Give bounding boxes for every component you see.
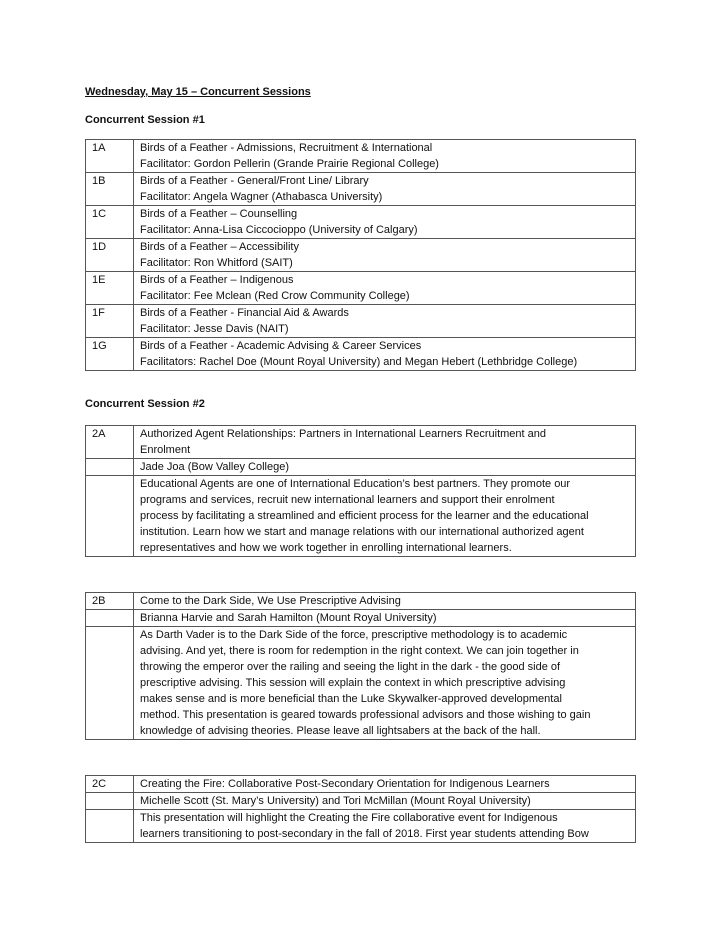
session-row: [86, 338, 636, 371]
spacer: [85, 557, 636, 581]
session-topic-line: Creating the Fire: Collaborative Post-Secondary Orientation for Indigenous Learners: [140, 778, 550, 790]
session-topic: Birds of a Feather – Indigenous: [140, 274, 294, 286]
session-details: [134, 206, 636, 239]
session-topic-line: Enrolment: [140, 444, 191, 456]
session-description: [134, 627, 636, 740]
session-row: [86, 206, 636, 239]
session-title-row: [86, 593, 636, 610]
session-details: [134, 272, 636, 305]
session-code: 2C: [86, 776, 134, 793]
session-topic: Birds of a Feather – Accessibility: [140, 241, 299, 253]
session-code: 1E: [86, 272, 134, 305]
session-description-row: [86, 810, 636, 843]
session-code: 1D: [86, 239, 134, 272]
description-line: Educational Agents are one of International Education’s best partners. They promote our: [140, 478, 571, 490]
spacer: [85, 740, 636, 764]
empty-cell: [86, 476, 134, 557]
description-line: This presentation will highlight the Creating the Fire collaborative event for Indigenous: [140, 812, 558, 824]
description-line: learners transitioning to post-secondary in the fall of 2018. First year students attending Bow: [140, 828, 589, 840]
session-description-row: [86, 627, 636, 740]
session-description: [134, 810, 636, 843]
description-line: makes sense and is more beneficial than the Luke Skywalker-approved developmental: [140, 693, 562, 705]
session-topic: [134, 593, 636, 610]
session-presenter-row: [86, 459, 636, 476]
session-row: [86, 305, 636, 338]
session-facilitator: Facilitator: Gordon Pellerin (Grande Prairie Regional College): [140, 158, 439, 170]
session-code: 1F: [86, 305, 134, 338]
empty-cell: [86, 793, 134, 810]
session-topic: [134, 426, 636, 459]
session-table: [85, 592, 636, 740]
session-details: [134, 239, 636, 272]
session-topic: Birds of a Feather - Admissions, Recruitment & International: [140, 142, 433, 154]
session-details: [134, 140, 636, 173]
session-presenter: Michelle Scott (St. Mary’s University) and Tori McMillan (Mount Royal University): [134, 793, 636, 810]
session-table: [85, 775, 636, 843]
session-facilitator: Facilitator: Fee Mclean (Red Crow Community College): [140, 290, 410, 302]
session-topic-line: Authorized Agent Relationships: Partners in International Learners Recruitment and: [140, 428, 547, 440]
description-line: knowledge of advising theories. Please leave all lightsabers at the back of the hall.: [140, 725, 541, 737]
session-presenter-row: [86, 793, 636, 810]
session-facilitator: Facilitator: Anna-Lisa Ciccocioppo (University of Calgary): [140, 224, 418, 236]
session-topic: Birds of a Feather - Academic Advising & Career Services: [140, 340, 422, 352]
session-code: 1C: [86, 206, 134, 239]
session-description-row: [86, 476, 636, 557]
session-1-title: Concurrent Session #1: [85, 114, 205, 126]
description-line: method. This presentation is geared towards professional advisors and those wishing to gain: [140, 709, 591, 721]
session-details: [134, 173, 636, 206]
session-2-title: Concurrent Session #2: [85, 398, 205, 410]
session-description: [134, 476, 636, 557]
session-presenter: Jade Joa (Bow Valley College): [134, 459, 636, 476]
session-topic: Birds of a Feather - General/Front Line/ Library: [140, 175, 369, 187]
session-title-row: [86, 426, 636, 459]
session-facilitator: Facilitator: Angela Wagner (Athabasca University): [140, 191, 383, 203]
session-1-table: [85, 139, 636, 371]
session-code: 2B: [86, 593, 134, 610]
session-topic: [134, 776, 636, 793]
description-line: programs and services, recruit new international learners and support their enrolment: [140, 494, 555, 506]
empty-cell: [86, 810, 134, 843]
session-title-row: [86, 776, 636, 793]
session-details: [134, 305, 636, 338]
page-heading: Wednesday, May 15 – Concurrent Sessions: [85, 86, 311, 98]
session-presenter-row: [86, 610, 636, 627]
session-table: [85, 425, 636, 557]
session-row: [86, 173, 636, 206]
description-line: As Darth Vader is to the Dark Side of the force, prescriptive methodology is to academic: [140, 629, 568, 641]
session-presenter: Brianna Harvie and Sarah Hamilton (Mount Royal University): [134, 610, 636, 627]
session-row: [86, 272, 636, 305]
session-facilitator: Facilitator: Jesse Davis (NAIT): [140, 323, 289, 335]
session-topic: Birds of a Feather - Financial Aid & Awards: [140, 307, 349, 319]
description-line: prescriptive advising. This session will explain the context in which prescriptive advising: [140, 677, 566, 689]
empty-cell: [86, 610, 134, 627]
session-code: 1G: [86, 338, 134, 371]
session-topic-line: Come to the Dark Side, We Use Prescriptive Advising: [140, 595, 401, 607]
session-row: [86, 239, 636, 272]
description-line: advising. And yet, there is room for redemption in the right context. We can join together in: [140, 645, 579, 657]
description-line: process by facilitating a streamlined and efficient process for the learner and the educational: [140, 510, 589, 522]
session-code: 1A: [86, 140, 134, 173]
session-code: 2A: [86, 426, 134, 459]
session-row: [86, 140, 636, 173]
session-facilitator: Facilitator: Ron Whitford (SAIT): [140, 257, 293, 269]
description-line: representatives and how we work together in enrolling international learners.: [140, 542, 512, 554]
session-details: [134, 338, 636, 371]
description-line: institution. Learn how we start and manage relations with our international authorized agent: [140, 526, 584, 538]
session-facilitator: Facilitators: Rachel Doe (Mount Royal University) and Megan Hebert (Lethbridge College): [140, 356, 578, 368]
session-code: 1B: [86, 173, 134, 206]
empty-cell: [86, 459, 134, 476]
session-topic: Birds of a Feather – Counselling: [140, 208, 298, 220]
description-line: throwing the emperor over the railing and seeing the light in the dark - the good side of: [140, 661, 561, 673]
empty-cell: [86, 627, 134, 740]
document-page: [85, 85, 636, 843]
